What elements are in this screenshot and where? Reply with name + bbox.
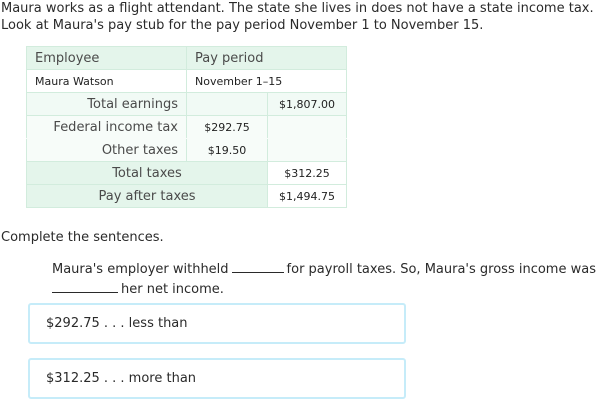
pay-stub-header-row (27, 47, 347, 70)
total-taxes-label: Total taxes (27, 162, 268, 185)
employee-header: Employee (27, 47, 187, 70)
intro-line-2: Look at Maura's pay stub for the pay period November 1 to November 15. (1, 18, 484, 33)
other-taxes-amount: $19.50 (187, 139, 268, 162)
pay-stub-table (26, 46, 347, 208)
fill-in-sentence (52, 259, 596, 299)
sentence-part-1: Maura's employer withheld (52, 262, 229, 277)
other-taxes-label: Other taxes (27, 139, 187, 162)
pay-after-taxes-label: Pay after taxes (27, 185, 268, 208)
other-taxes-row (27, 139, 347, 162)
question-prompt: Complete the sentences. (1, 230, 164, 245)
answer-choice-2[interactable]: $312.25 . . . more than (28, 358, 406, 399)
intro-text (1, 0, 600, 34)
total-earnings-row (27, 93, 347, 116)
total-earnings-empty (187, 93, 268, 116)
pay-period-value: November 1–15 (187, 70, 347, 93)
blank-2 (52, 279, 118, 293)
intro-line-1: Maura works as a flight attendant. The state she lives in does not have a state income tax. (1, 1, 594, 16)
total-taxes-row (27, 162, 347, 185)
sentence-part-3: her net income. (121, 282, 224, 297)
pay-after-taxes-amount: $1,494.75 (268, 185, 347, 208)
sentence-part-2: for payroll taxes. So, Maura's gross income was (286, 262, 596, 277)
pay-after-taxes-row (27, 185, 347, 208)
total-earnings-label: Total earnings (27, 93, 187, 116)
sentence-line-1 (52, 259, 596, 279)
sentence-line-2 (52, 279, 596, 299)
blank-1 (232, 259, 284, 273)
answer-choice-1[interactable]: $292.75 . . . less than (28, 303, 406, 344)
federal-income-tax-label: Federal income tax (27, 116, 187, 139)
pay-period-header: Pay period (187, 47, 347, 70)
total-taxes-amount: $312.25 (268, 162, 347, 185)
federal-income-tax-row (27, 116, 347, 139)
employee-name: Maura Watson (27, 70, 187, 93)
total-earnings-amount: $1,807.00 (268, 93, 347, 116)
pay-stub-info-row (27, 70, 347, 93)
federal-income-tax-empty (268, 116, 347, 139)
federal-income-tax-amount: $292.75 (187, 116, 268, 139)
other-taxes-empty (268, 139, 347, 162)
